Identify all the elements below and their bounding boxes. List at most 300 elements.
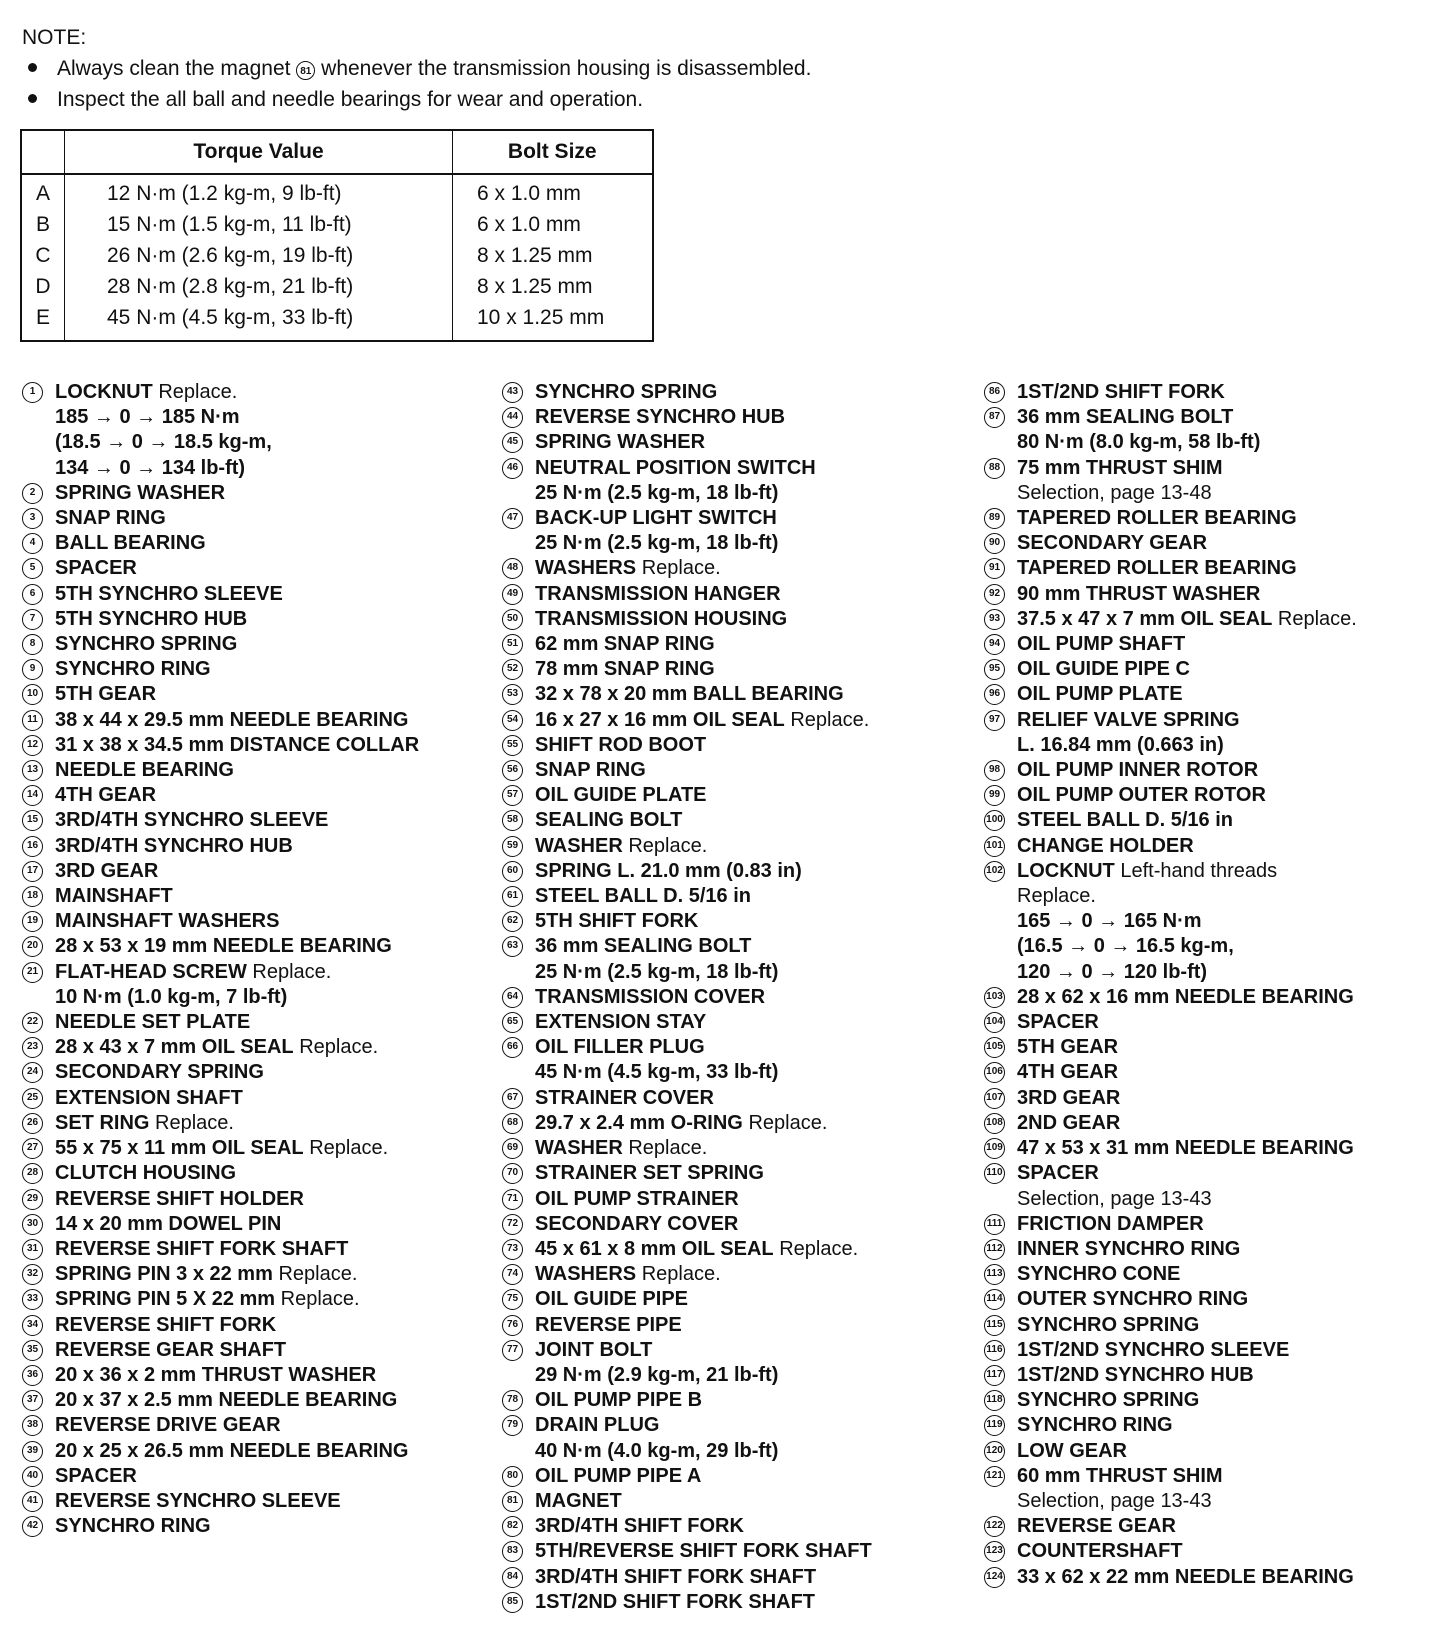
part-note: Replace. — [309, 1137, 389, 1160]
parts-list-item — [502, 1111, 872, 1136]
part-name: OIL PUMP OUTER ROTOR — [1017, 784, 1266, 807]
callout-number: 12 — [22, 735, 43, 756]
part-note: Replace. — [790, 708, 870, 731]
part-spec: 10 N·m (1.0 kg-m, 7 lb-ft) — [55, 985, 288, 1008]
parts-list-item — [984, 859, 1357, 985]
callout-number: 68 — [502, 1113, 523, 1134]
callout-number: 72 — [502, 1214, 523, 1235]
part-name: 55 x 75 x 11 mm OIL SEAL — [55, 1137, 304, 1160]
parts-list-item — [22, 1086, 419, 1111]
part-name: SHIFT ROD BOOT — [535, 733, 707, 756]
parts-list-item — [502, 657, 872, 682]
part-name: 5TH SHIFT FORK — [535, 910, 699, 933]
table-row — [21, 302, 653, 341]
note-title: NOTE: — [22, 26, 87, 49]
callout-number: 80 — [502, 1466, 523, 1487]
part-name: 5TH GEAR — [1017, 1036, 1119, 1059]
callout-number: 24 — [22, 1062, 43, 1083]
part-name: SYNCHRO RING — [55, 1515, 211, 1538]
part-name: 5TH GEAR — [55, 683, 157, 706]
column-header — [21, 130, 65, 174]
note-block — [22, 22, 811, 115]
part-name: OIL GUIDE PIPE C — [1017, 658, 1190, 681]
part-name: 75 mm THRUST SHIM — [1017, 456, 1223, 479]
parts-list-item — [502, 1086, 872, 1111]
parts-list-item — [502, 1187, 872, 1212]
part-name: SYNCHRO SPRING — [1017, 1389, 1200, 1412]
parts-list-item — [22, 733, 419, 758]
callout-number: 88 — [984, 458, 1005, 479]
parts-list-item — [22, 884, 419, 909]
callout-number: 26 — [22, 1113, 43, 1134]
part-name: REVERSE PIPE — [535, 1313, 682, 1336]
parts-list-item — [984, 1464, 1357, 1514]
callout-number: 22 — [22, 1012, 43, 1033]
table-cell: A — [21, 174, 65, 209]
callout-number: 84 — [502, 1567, 523, 1588]
callout-number: 111 — [984, 1214, 1005, 1235]
part-name: SET RING — [55, 1111, 150, 1134]
parts-list-item — [22, 1514, 419, 1539]
part-name: LOW GEAR — [1017, 1439, 1127, 1462]
callout-number: 124 — [984, 1567, 1005, 1588]
parts-list-item — [502, 834, 872, 859]
part-name: 36 mm SEALING BOLT — [535, 935, 752, 958]
callout-number: 45 — [502, 432, 523, 453]
parts-list-item — [984, 1212, 1357, 1237]
part-name: STEEL BALL D. 5/16 in — [535, 885, 751, 908]
part-name: 37.5 x 47 x 7 mm OIL SEAL — [1017, 607, 1273, 630]
parts-list-item — [502, 1413, 872, 1463]
part-name: MAINSHAFT — [55, 885, 173, 908]
callout-number: 76 — [502, 1315, 523, 1336]
callout-number: 115 — [984, 1315, 1005, 1336]
part-name: 5TH SYNCHRO SLEEVE — [55, 582, 283, 605]
parts-list-item — [22, 607, 419, 632]
callout-number: 65 — [502, 1012, 523, 1033]
parts-list-item — [984, 1161, 1357, 1211]
callout-number: 38 — [22, 1415, 43, 1436]
parts-list-column-1 — [22, 380, 419, 1539]
part-name: 5TH SYNCHRO HUB — [55, 607, 248, 630]
callout-number: 100 — [984, 810, 1005, 831]
callout-number: 3 — [22, 508, 43, 529]
part-name: FRICTION DAMPER — [1017, 1212, 1204, 1235]
part-note: Replace. — [748, 1111, 828, 1134]
part-name: SECONDARY COVER — [535, 1212, 739, 1235]
part-note: Left-hand threads — [1120, 859, 1278, 882]
callout-number: 51 — [502, 634, 523, 655]
part-name: OIL GUIDE PIPE — [535, 1288, 688, 1311]
part-name: 62 mm SNAP RING — [535, 633, 715, 656]
table-cell: C — [21, 240, 65, 271]
part-name: SECONDARY SPRING — [55, 1061, 264, 1084]
part-name: TRANSMISSION HOUSING — [535, 607, 788, 630]
callout-number: 116 — [984, 1340, 1005, 1361]
parts-list-item — [984, 582, 1357, 607]
callout-number: 19 — [22, 911, 43, 932]
parts-list-item — [502, 909, 872, 934]
parts-list-item — [502, 380, 872, 405]
parts-list-item — [984, 1413, 1357, 1438]
parts-list-item — [22, 1413, 419, 1438]
part-name: INNER SYNCHRO RING — [1017, 1237, 1241, 1260]
note-text: Inspect the all ball and needle bearings for wear and operation. — [57, 88, 644, 111]
callout-number: 11 — [22, 710, 43, 731]
parts-list-item — [22, 1287, 419, 1312]
part-note: Replace. — [641, 557, 721, 580]
part-name: CHANGE HOLDER — [1017, 834, 1194, 857]
callout-number: 119 — [984, 1415, 1005, 1436]
parts-list-item — [502, 1539, 872, 1564]
parts-list-item — [22, 909, 419, 934]
part-name: 28 x 53 x 19 mm NEEDLE BEARING — [55, 935, 392, 958]
callout-number: 105 — [984, 1037, 1005, 1058]
part-name: MAINSHAFT WASHERS — [55, 910, 280, 933]
callout-number: 30 — [22, 1214, 43, 1235]
part-spec: (16.5 → 0 → 16.5 kg-m, — [1017, 935, 1234, 958]
parts-list-item — [984, 1060, 1357, 1085]
part-name: LOCKNUT — [1017, 859, 1115, 882]
part-name: STEEL BALL D. 5/16 in — [1017, 809, 1233, 832]
part-spec: 25 N·m (2.5 kg-m, 18 lb-ft) — [535, 481, 779, 504]
note-text: whenever the transmission housing is disassembled. — [321, 57, 812, 80]
callout-number: 89 — [984, 508, 1005, 529]
callout-number: 69 — [502, 1138, 523, 1159]
part-name: 14 x 20 mm DOWEL PIN — [55, 1212, 282, 1235]
parts-list-item — [22, 380, 419, 481]
note-bullet — [22, 84, 811, 115]
bullet-dot — [28, 94, 37, 103]
callout-number: 90 — [984, 533, 1005, 554]
parts-list-item — [502, 708, 872, 733]
parts-list-item — [984, 682, 1357, 707]
parts-list-item — [984, 708, 1357, 758]
parts-list-item — [502, 758, 872, 783]
callout-number: 97 — [984, 710, 1005, 731]
part-name: 3RD/4TH SYNCHRO SLEEVE — [55, 809, 329, 832]
table-cell: 6 x 1.0 mm — [477, 212, 581, 236]
callout-number: 123 — [984, 1541, 1005, 1562]
part-name: SYNCHRO RING — [55, 658, 211, 681]
callout-number: 82 — [502, 1516, 523, 1537]
callout-number: 6 — [22, 584, 43, 605]
part-detail: Selection, page 13-43 — [1017, 1187, 1212, 1210]
part-spec: 165 → 0 → 165 N·m — [1017, 910, 1202, 933]
callout-number: 78 — [502, 1390, 523, 1411]
parts-list-item — [502, 405, 872, 430]
table-header-row — [21, 130, 653, 174]
callout-number: 103 — [984, 987, 1005, 1008]
part-name: REVERSE GEAR — [1017, 1515, 1176, 1538]
part-name: SNAP RING — [535, 759, 646, 782]
parts-list-item — [984, 1035, 1357, 1060]
callout-number: 28 — [22, 1163, 43, 1184]
part-detail: Selection, page 13-43 — [1017, 1489, 1212, 1512]
callout-number: 86 — [984, 382, 1005, 403]
parts-list-item — [22, 783, 419, 808]
callout-number: 66 — [502, 1037, 523, 1058]
part-name: NEUTRAL POSITION SWITCH — [535, 456, 816, 479]
part-name: STRAINER COVER — [535, 1086, 714, 1109]
parts-list-item — [502, 1464, 872, 1489]
parts-list-item — [984, 1287, 1357, 1312]
parts-list-item — [22, 1439, 419, 1464]
parts-list-item — [984, 1514, 1357, 1539]
parts-list-item — [502, 1010, 872, 1035]
parts-list-item — [502, 1237, 872, 1262]
parts-list-item — [502, 506, 872, 556]
part-name: 20 x 25 x 26.5 mm NEEDLE BEARING — [55, 1439, 409, 1462]
part-name: OIL PUMP SHAFT — [1017, 633, 1186, 656]
callout-number: 48 — [502, 558, 523, 579]
parts-list-item — [984, 1539, 1357, 1564]
callout-number: 63 — [502, 936, 523, 957]
part-note: Replace. — [155, 1111, 234, 1134]
part-name: NEEDLE SET PLATE — [55, 1011, 251, 1034]
callout-number: 2 — [22, 483, 43, 504]
parts-list-item — [984, 607, 1357, 632]
part-spec: L. 16.84 mm (0.663 in) — [1017, 733, 1224, 756]
part-name: 45 x 61 x 8 mm OIL SEAL — [535, 1237, 774, 1260]
parts-list-item — [502, 1313, 872, 1338]
callout-number: 7 — [22, 609, 43, 630]
part-name: OIL PUMP STRAINER — [535, 1187, 739, 1210]
part-note: Replace. — [278, 1263, 358, 1286]
parts-list-item — [502, 456, 872, 506]
callout-number: 64 — [502, 987, 523, 1008]
parts-list-item — [22, 708, 419, 733]
part-name: TAPERED ROLLER BEARING — [1017, 557, 1297, 580]
callout-number: 61 — [502, 886, 523, 907]
parts-list-item — [22, 1136, 419, 1161]
parts-list-item — [502, 607, 872, 632]
callout-number: 44 — [502, 407, 523, 428]
parts-list-item — [984, 1565, 1357, 1590]
part-name: SPRING PIN 5 X 22 mm — [55, 1288, 276, 1311]
parts-list-item — [984, 1237, 1357, 1262]
parts-list-item — [22, 1489, 419, 1514]
callout-number: 8 — [22, 634, 43, 655]
part-note: Replace. — [779, 1237, 859, 1260]
parts-list-item — [502, 1514, 872, 1539]
part-name: 3RD/4TH SHIFT FORK — [535, 1515, 744, 1538]
callout-number: 113 — [984, 1264, 1005, 1285]
callout-number: 10 — [22, 684, 43, 705]
part-name: OIL PUMP INNER ROTOR — [1017, 759, 1259, 782]
table-cell: 8 x 1.25 mm — [477, 274, 593, 298]
parts-list-item — [502, 1565, 872, 1590]
parts-list-item — [502, 1035, 872, 1085]
part-name: 38 x 44 x 29.5 mm NEEDLE BEARING — [55, 708, 409, 731]
part-spec: 185 → 0 → 185 N·m — [55, 406, 240, 429]
part-name: REVERSE SYNCHRO HUB — [535, 406, 786, 429]
callout-number: 18 — [22, 886, 43, 907]
part-spec: 25 N·m (2.5 kg-m, 18 lb-ft) — [535, 960, 779, 983]
parts-list-item — [22, 808, 419, 833]
parts-list-item — [984, 1313, 1357, 1338]
parts-list-item — [502, 1262, 872, 1287]
callout-number: 108 — [984, 1113, 1005, 1134]
part-name: REVERSE GEAR SHAFT — [55, 1338, 287, 1361]
parts-list-item — [22, 1060, 419, 1085]
part-name: 60 mm THRUST SHIM — [1017, 1464, 1223, 1487]
parts-list-item — [984, 783, 1357, 808]
table-row — [21, 174, 653, 209]
parts-list-item — [502, 733, 872, 758]
part-name: SPACER — [55, 557, 137, 580]
part-name: SYNCHRO CONE — [1017, 1263, 1181, 1286]
part-name: MAGNET — [535, 1489, 622, 1512]
table-row — [21, 271, 653, 302]
part-name: REVERSE DRIVE GEAR — [55, 1414, 281, 1437]
callout-number: 17 — [22, 861, 43, 882]
callout-number: 5 — [22, 558, 43, 579]
part-name: 1ST/2ND SHIFT FORK — [1017, 381, 1225, 403]
parts-list-item — [502, 582, 872, 607]
parts-list-item — [22, 1111, 419, 1136]
part-name: 16 x 27 x 16 mm OIL SEAL — [535, 708, 785, 731]
part-name: BALL BEARING — [55, 532, 206, 555]
parts-list-item — [22, 1338, 419, 1363]
table-cell: 10 x 1.25 mm — [477, 305, 605, 329]
part-name: OIL PUMP PIPE B — [535, 1389, 703, 1412]
parts-list-item — [22, 632, 419, 657]
parts-list-item — [984, 1363, 1357, 1388]
callout-number: 53 — [502, 684, 523, 705]
part-name: 28 x 43 x 7 mm OIL SEAL — [55, 1036, 294, 1059]
callout-number: 42 — [22, 1516, 43, 1537]
part-name: REVERSE SHIFT FORK SHAFT — [55, 1237, 349, 1260]
callout-number: 87 — [984, 407, 1005, 428]
callout-number: 43 — [502, 382, 523, 403]
parts-list-item — [22, 1035, 419, 1060]
parts-list-item — [984, 1010, 1357, 1035]
callout-number: 71 — [502, 1189, 523, 1210]
part-note: Replace. — [158, 381, 238, 403]
parts-list-item — [22, 531, 419, 556]
part-name: 3RD GEAR — [55, 859, 159, 882]
callout-number: 106 — [984, 1062, 1005, 1083]
parts-list-item — [984, 1388, 1357, 1413]
callout-number: 20 — [22, 936, 43, 957]
table-cell: 26 N·m (2.6 kg-m, 19 lb-ft) — [65, 240, 453, 271]
callout-number: 13 — [22, 760, 43, 781]
parts-list-item — [22, 481, 419, 506]
part-name: 3RD GEAR — [1017, 1086, 1121, 1109]
callout-number: 77 — [502, 1340, 523, 1361]
callout-number: 46 — [502, 458, 523, 479]
part-spec: 134 → 0 → 134 lb-ft) — [55, 456, 246, 479]
part-spec: 45 N·m (4.5 kg-m, 33 lb-ft) — [535, 1061, 779, 1084]
part-note: Replace. — [1277, 607, 1357, 630]
parts-list-item — [502, 934, 872, 984]
callout-number: 57 — [502, 785, 523, 806]
callout-number: 74 — [502, 1264, 523, 1285]
callout-number: 25 — [22, 1088, 43, 1109]
table-cell: 15 N·m (1.5 kg-m, 11 lb-ft) — [65, 209, 453, 240]
parts-list-item — [22, 960, 419, 1010]
parts-list-item — [984, 834, 1357, 859]
part-name: 3RD/4TH SHIFT FORK SHAFT — [535, 1565, 817, 1588]
callout-number: 75 — [502, 1289, 523, 1310]
callout-number: 99 — [984, 785, 1005, 806]
part-name: SNAP RING — [55, 507, 166, 530]
part-name: DRAIN PLUG — [535, 1414, 660, 1437]
parts-list-column-3 — [984, 380, 1357, 1590]
parts-list-item — [502, 1161, 872, 1186]
callout-number: 36 — [22, 1365, 43, 1386]
parts-list-item — [22, 1363, 419, 1388]
part-spec: 40 N·m (4.0 kg-m, 29 lb-ft) — [535, 1439, 779, 1462]
table-cell: D — [21, 271, 65, 302]
parts-list-item — [22, 582, 419, 607]
part-note: Replace. — [252, 960, 332, 983]
parts-list-column-2 — [502, 380, 872, 1615]
callout-number: 91 — [984, 558, 1005, 579]
parts-list-item — [502, 430, 872, 455]
callout-number: 96 — [984, 684, 1005, 705]
callout-number: 120 — [984, 1441, 1005, 1462]
part-name: RELIEF VALVE SPRING — [1017, 708, 1240, 731]
parts-list-item — [502, 1388, 872, 1413]
callout-number: 49 — [502, 584, 523, 605]
part-note: Replace. — [299, 1036, 379, 1059]
parts-list-item — [984, 758, 1357, 783]
part-spec: 29 N·m (2.9 kg-m, 21 lb-ft) — [535, 1363, 779, 1386]
callout-number: 112 — [984, 1239, 1005, 1260]
parts-list-item — [502, 556, 872, 581]
callout-number: 67 — [502, 1088, 523, 1109]
part-name: 28 x 62 x 16 mm NEEDLE BEARING — [1017, 985, 1354, 1008]
parts-list-item — [984, 405, 1357, 455]
parts-list-item — [22, 682, 419, 707]
part-name: 4TH GEAR — [1017, 1061, 1119, 1084]
part-name: REVERSE SYNCHRO SLEEVE — [55, 1489, 341, 1512]
parts-list-item — [22, 1237, 419, 1262]
callout-number: 34 — [22, 1315, 43, 1336]
callout-number: 56 — [502, 760, 523, 781]
part-name: STRAINER SET SPRING — [535, 1162, 764, 1185]
callout-number: 16 — [22, 836, 43, 857]
parts-list-item — [502, 1287, 872, 1312]
part-name: WASHER — [535, 1137, 623, 1160]
part-name: REVERSE SHIFT FORK — [55, 1313, 277, 1336]
table-cell: 28 N·m (2.8 kg-m, 21 lb-ft) — [65, 271, 453, 302]
part-spec: 120 → 0 → 120 lb-ft) — [1017, 960, 1208, 983]
callout-number: 31 — [22, 1239, 43, 1260]
part-name: NEEDLE BEARING — [55, 759, 234, 782]
part-name: OIL GUIDE PLATE — [535, 784, 707, 807]
part-name: 90 mm THRUST WASHER — [1017, 582, 1261, 605]
part-name: WASHERS — [535, 557, 637, 580]
table-cell: 6 x 1.0 mm — [477, 181, 581, 205]
callout-number: 81 — [502, 1491, 523, 1512]
callout-number: 50 — [502, 609, 523, 630]
bullet-dot — [28, 63, 37, 72]
callout-number: 15 — [22, 810, 43, 831]
part-name: OIL PUMP PLATE — [1017, 683, 1183, 706]
parts-list-item — [984, 1136, 1357, 1161]
table-cell: E — [21, 302, 65, 341]
callout-number: 117 — [984, 1365, 1005, 1386]
part-name: SYNCHRO SPRING — [55, 633, 238, 656]
part-name: WASHERS — [535, 1263, 637, 1286]
parts-list-item — [22, 506, 419, 531]
parts-list-item — [502, 1212, 872, 1237]
part-name: 1ST/2ND SHIFT FORK SHAFT — [535, 1590, 816, 1613]
parts-list-item — [984, 808, 1357, 833]
